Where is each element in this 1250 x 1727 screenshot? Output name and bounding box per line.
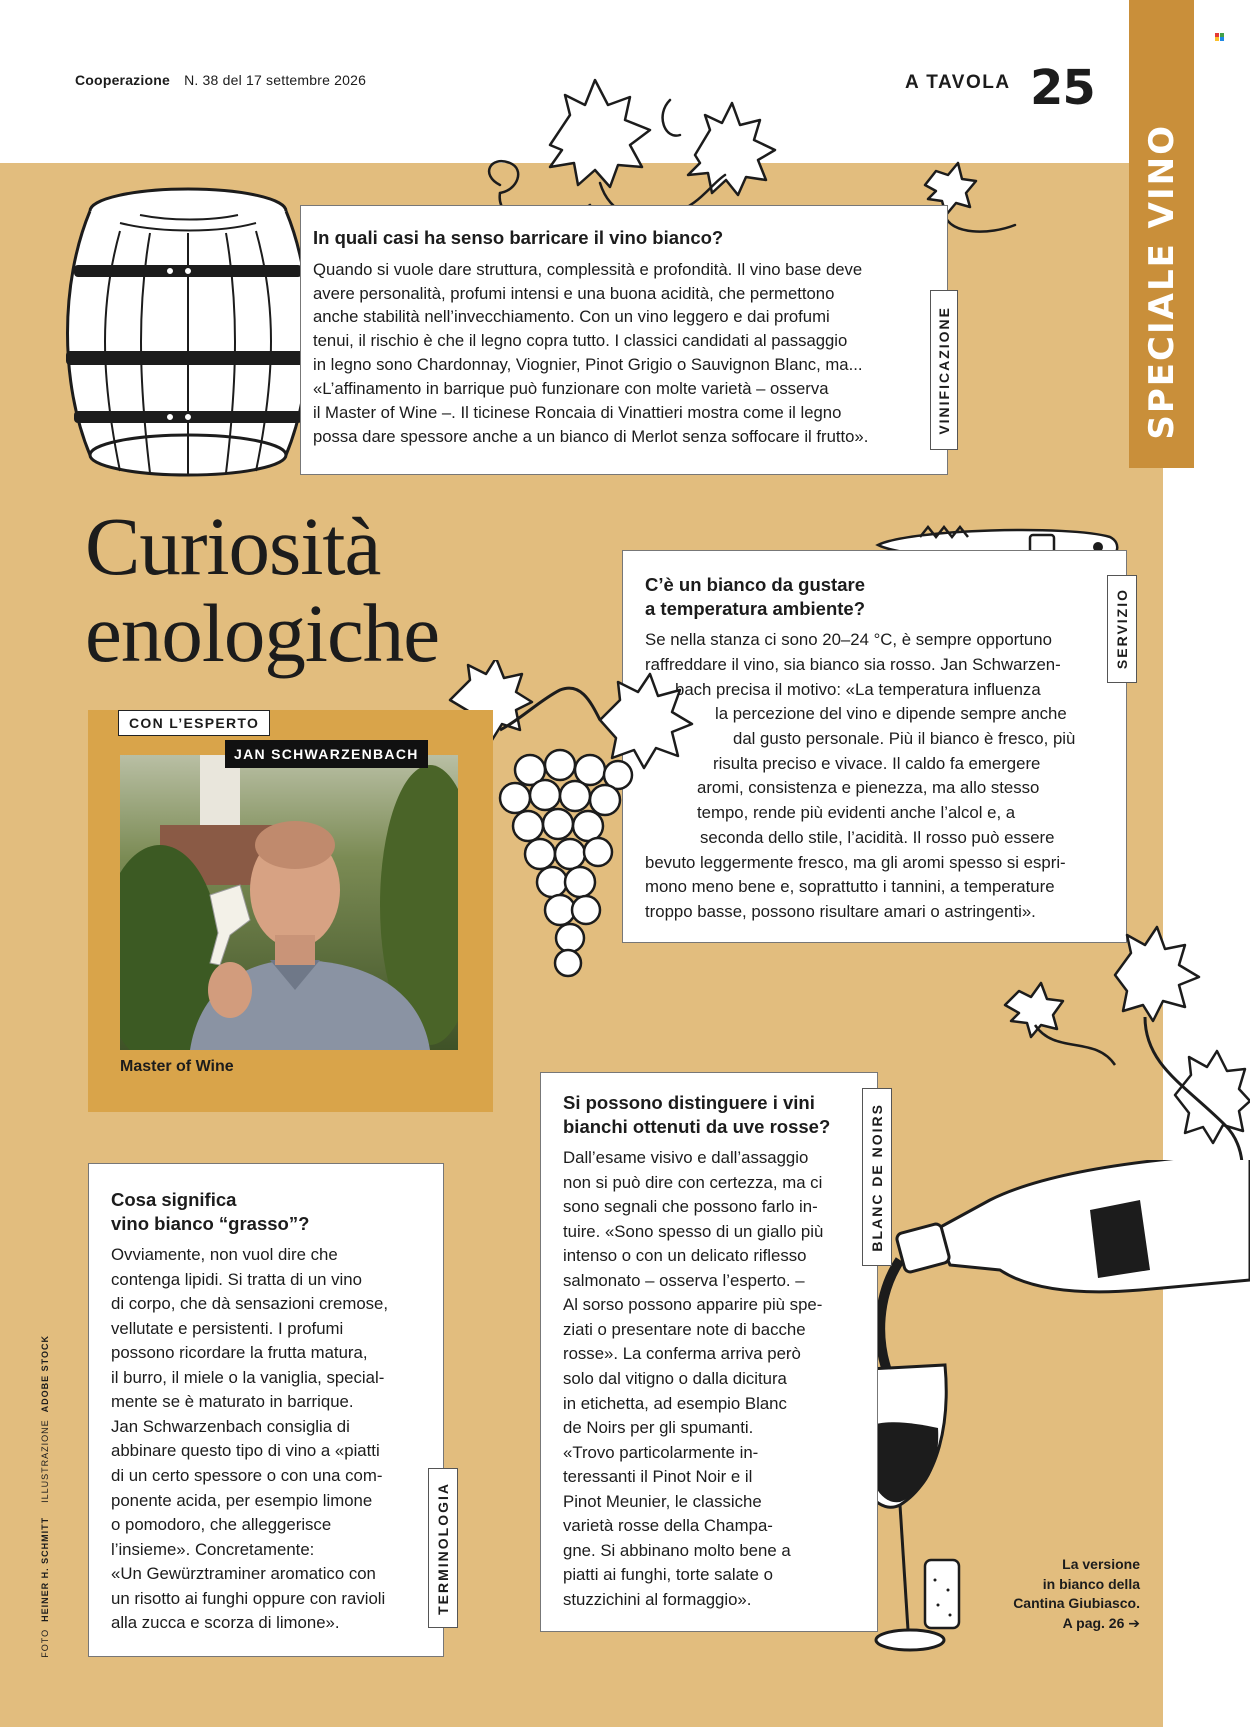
category-tab-vinificazione: VINIFICAZIONE (930, 290, 958, 450)
expert-caption: Master of Wine (120, 1058, 234, 1075)
qa-box-blanc-de-noirs (540, 1072, 878, 1632)
issue-info: N. 38 del 17 settembre 2026 (184, 72, 367, 88)
answer-line: in legno sono Chardonnay, Viognier, Pinot Grigio o Sauvignon Blanc, ma... (313, 355, 863, 375)
publication-name: Cooperazione (75, 72, 170, 88)
answer-line: Quando si vuole dare struttura, complessità e profondità. Il vino base deve (313, 259, 863, 279)
question-heading: In quali casi ha senso barricare il vino bianco? (313, 227, 724, 248)
question-heading: C’è un bianco da gustare a temperatura ambiente? (645, 574, 866, 619)
cross-reference-note: La versione in bianco della Cantina Giubiasco. A pag. 26 ➔ (1013, 1556, 1140, 1631)
answer-line: possa dare spessore anche a un bianco di Merlot senza soffocare il frutto». (313, 426, 869, 446)
answer-line: avere personalità, profumi intensi e una buona acidità, che permettono (313, 283, 835, 303)
expert-tag: CON L’ESPERTO (118, 710, 270, 736)
image-credits: FOTO HEINER H. SCHMITT ILLUSTRAZIONE ADOBE STOCK (40, 1334, 50, 1658)
barrel-illustration (60, 183, 315, 483)
side-banner-label: SPECIALE VINO (1141, 124, 1182, 440)
expert-portrait-image (120, 755, 458, 1050)
answer-line: «L’affinamento in barrique può funzionare con molte varietà – osserva (313, 379, 829, 399)
category-tab-servizio: SERVIZIO (1107, 575, 1137, 683)
page-title: Curiosità enologiche (85, 500, 440, 679)
brand-mark-icon (1215, 33, 1225, 41)
answer-text: Se nella stanza ci sono 20–24 °C, è sempre opportuno raffreddare il vino, sia bianco sia rosso. Jan Schwarzen- bach precisa il motivo: «La temperatura influenza la percezione del vino e dipende sempre anche dal gusto personale. Più il bianco è fresco, più risulta preciso e vivace. Il caldo fa emergere aromi, consistenza e pienezza, ma allo stesso tempo, rende più evidenti anche l’alcol e, a seconda dello stile, l’acidità. Il rosso può essere bevuto leggermente fresco, ma gli aromi spesso si espri- mono meno bene e, soprattutto i tannini, a temperature troppo basse, possono risultare amari o astringenti». (645, 630, 1076, 921)
answer-line: anche stabilità nell’invecchiamento. Con un vino leggero e dai profumi (313, 307, 830, 327)
expert-name-tag: JAN SCHWARZENBACH (225, 740, 428, 768)
category-tab-blanc-de-noirs: BLANC DE NOIRS (862, 1088, 892, 1266)
category-tab-terminologia: TERMINOLOGIA (428, 1468, 458, 1628)
question-heading: Cosa significa vino bianco “grasso”? (111, 1189, 310, 1234)
expert-photo (120, 755, 458, 1050)
qa-box-vinificazione (300, 205, 948, 475)
running-header (75, 72, 366, 88)
answer-text: Ovviamente, non vuol dire che contenga lipidi. Si tratta di un vino di corpo, che dà sensazioni cremose, vellutate e persistenti. I profumi possono ricordare la frutta matura, il burro, il miele o la vaniglia, special- mente se è maturato in barrique. Jan Schwarzenbach consiglia di abbinare questo tipo di vino a «piatti di un certo spessore o con una com- ponente acida, per esempio limone o pomodoro, che alleggerisce l’insieme». Concretamente: «Un Gewürztraminer aromatico con un risotto ai funghi oppure con ravioli alla zucca e scorza di limone». (111, 1245, 389, 1633)
page-number: 25 (1030, 60, 1095, 116)
section-title: A TAVOLA (905, 72, 1011, 93)
wine-bottle-glass-illustration (840, 1160, 1250, 1720)
answer-line: il Master of Wine –. Il ticinese Roncaia di Vinattieri mostra come il legno (313, 402, 842, 422)
qa-box-terminologia (88, 1163, 444, 1657)
answer-line: tenui, il rischio è che il legno copra tutto. I classici candidati al passaggio (313, 331, 848, 351)
question-heading: Si possono distinguere i vini bianchi ottenuti da uve rosse? (563, 1092, 831, 1137)
answer-text: Dall’esame visivo e dall’assaggio non si può dire con certezza, ma ci sono segnali che possono farlo in- tuire. «Sono spesso di un giallo più intenso o con un delicato riflesso salmonato – osserva l’esperto. – Al sorso possono apparire più spe- ziati o presentare note di bacche rosse». La conferma arriva però solo dal vitigno o dalla dicitura in etichetta, ad esempio Blanc de Noirs per gli spumanti. «Trovo particolarmente in- teressanti il Pinot Noir e il Pinot Meunier, le classiche varietà rosse della Champa- gne. Si abbinano molto bene a piatti ai funghi, torte salate o stuzzichini al formaggio». (563, 1148, 824, 1609)
